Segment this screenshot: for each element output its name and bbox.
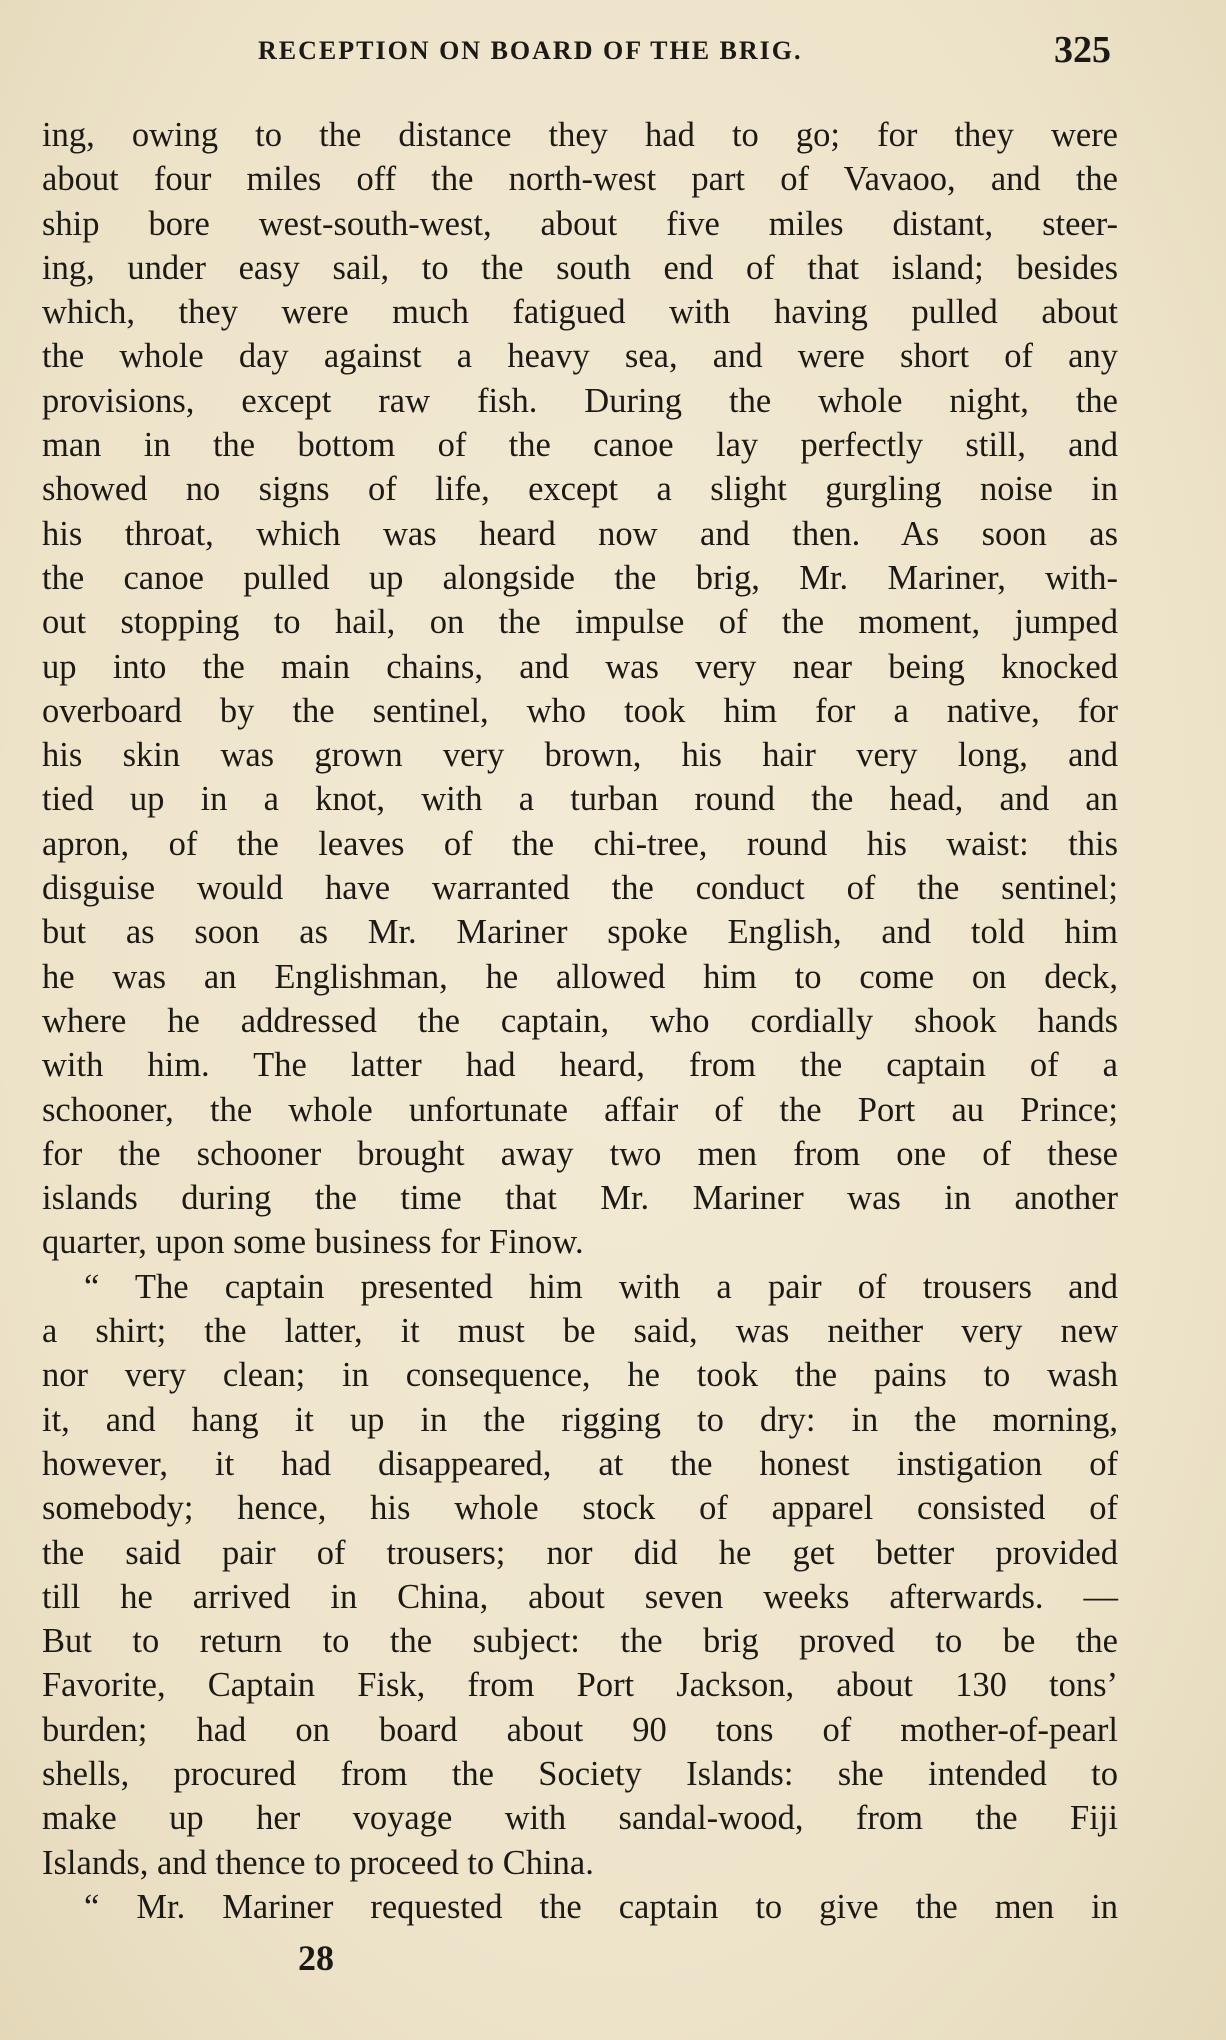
text-line: disguise would have warranted the conduct of the sentinel; — [42, 869, 1118, 908]
text-line: it, and hang it up in the rigging to dry: in the morning, — [42, 1400, 1118, 1439]
text-line: out stopping to hail, on the impulse of the moment, jumped — [42, 603, 1118, 642]
body-text — [42, 113, 1118, 1929]
text-line: till he arrived in China, about seven weeks afterwards. — — [42, 1577, 1118, 1616]
running-header — [0, 28, 1226, 76]
text-line: about four miles off the north-west part of Vavaoo, and the — [42, 160, 1118, 199]
text-line: his skin was grown very brown, his hair very long, and — [42, 736, 1118, 775]
text-line: But to return to the subject: the brig proved to be the — [42, 1622, 1118, 1661]
running-head-title: RECEPTION ON BOARD OF THE BRIG. — [258, 36, 803, 65]
text-line: which, they were much fatigued with having pulled about — [42, 293, 1118, 332]
text-line: he was an Englishman, he allowed him to come on deck, — [42, 957, 1118, 996]
text-line: for the schooner brought away two men from one of these — [42, 1134, 1118, 1173]
page-number: 325 — [1054, 29, 1111, 71]
text-line: Islands, and thence to proceed to China. — [42, 1843, 594, 1882]
text-line: man in the bottom of the canoe lay perfectly still, and — [42, 426, 1118, 465]
text-line: “ Mr. Mariner requested the captain to give the men in — [84, 1887, 1118, 1926]
text-line: quarter, upon some business for Finow. — [42, 1223, 584, 1262]
text-line: the said pair of trousers; nor did he get better provided — [42, 1533, 1118, 1572]
text-line: showed no signs of life, except a slight gurgling noise in — [42, 470, 1118, 509]
text-line: islands during the time that Mr. Mariner was in another — [42, 1179, 1118, 1218]
text-line: provisions, except raw fish. During the whole night, the — [42, 381, 1118, 420]
signature-mark: 28 — [298, 1938, 334, 1978]
text-line: Favorite, Captain Fisk, from Port Jackson, about 130 tons’ — [42, 1666, 1118, 1705]
text-line: overboard by the sentinel, who took him for a native, for — [42, 691, 1118, 730]
text-line: ship bore west-south-west, about five miles distant, steer- — [42, 204, 1118, 243]
text-line: the canoe pulled up alongside the brig, Mr. Mariner, with- — [42, 558, 1118, 597]
text-line: ing, under easy sail, to the south end of that island; besides — [42, 248, 1118, 287]
text-line: the whole day against a heavy sea, and were short of any — [42, 337, 1118, 376]
text-line: nor very clean; in consequence, he took the pains to wash — [42, 1356, 1118, 1395]
text-line: a shirt; the latter, it must be said, was neither very new — [42, 1312, 1118, 1351]
text-line: make up her voyage with sandal-wood, from the Fiji — [42, 1799, 1118, 1838]
text-line: up into the main chains, and was very near being knocked — [42, 647, 1118, 686]
text-line: however, it had disappeared, at the honest instigation of — [42, 1444, 1118, 1483]
text-line: schooner, the whole unfortunate affair of the Port au Prince; — [42, 1090, 1118, 1129]
text-line: burden; had on board about 90 tons of mother-of-pearl — [42, 1710, 1118, 1749]
text-line: his throat, which was heard now and then. As soon as — [42, 514, 1118, 553]
text-line: tied up in a knot, with a turban round the head, and an — [42, 780, 1118, 819]
text-line: with him. The latter had heard, from the captain of a — [42, 1046, 1118, 1085]
text-line: apron, of the leaves of the chi-tree, round his waist: this — [42, 824, 1118, 863]
text-line: somebody; hence, his whole stock of apparel consisted of — [42, 1489, 1118, 1528]
text-line: shells, procured from the Society Islands: she intended to — [42, 1754, 1118, 1793]
text-line: ing, owing to the distance they had to go; for they were — [42, 116, 1118, 154]
text-line: where he addressed the captain, who cordially shook hands — [42, 1001, 1118, 1040]
text-line: but as soon as Mr. Mariner spoke English, and told him — [42, 913, 1118, 952]
text-line: “ The captain presented him with a pair of trousers and — [84, 1267, 1118, 1306]
